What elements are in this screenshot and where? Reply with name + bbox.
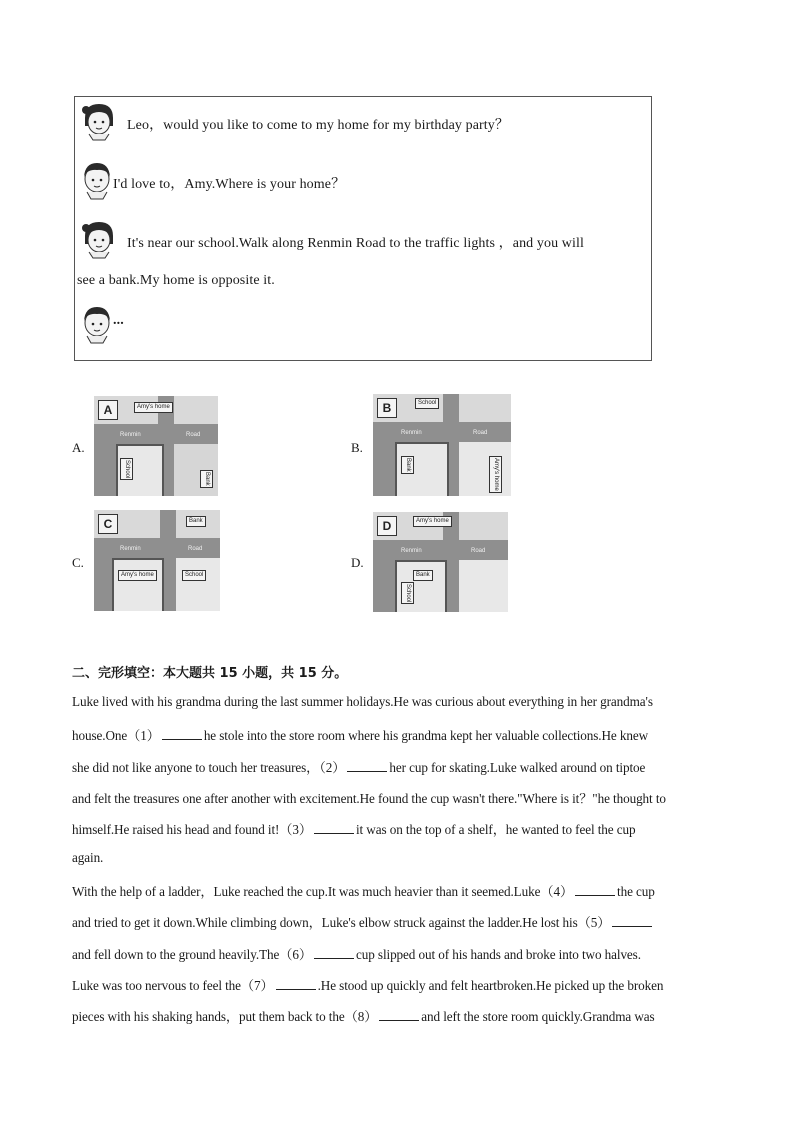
map-tag: Amy's home	[118, 570, 157, 581]
option-c-label[interactable]: C.	[72, 555, 84, 570]
option-letter: C	[98, 514, 118, 534]
option-d-map[interactable]	[373, 512, 508, 612]
map-tag: Bank	[401, 456, 414, 474]
option-b-label[interactable]: B.	[351, 440, 363, 455]
dialogue-box	[74, 96, 652, 361]
answer-blank[interactable]	[162, 729, 202, 740]
dialogue-line-1: Leo，would you like to come to my home for my birthday party？	[127, 118, 509, 133]
dialogue-line-2: I'd love to，Amy.Where is your home？	[113, 177, 346, 192]
dialogue-line-3: It's near our school.Walk along Renmin Road to the traffic lights ，and you will	[127, 236, 584, 251]
dialogue-line-4: see a bank.My home is opposite it.	[77, 273, 275, 288]
map-tag: Amy's home	[134, 402, 173, 413]
boy-avatar-icon	[77, 303, 117, 345]
map-tag: School	[182, 570, 206, 581]
option-letter: B	[377, 398, 397, 418]
road-label: Road	[188, 546, 203, 552]
passage-line: pieces with his shaking hands，put them back to the（8） and left the store room quickly.Grandma was	[72, 1009, 655, 1024]
road-label: Renmin	[120, 546, 141, 552]
answer-blank[interactable]	[575, 885, 615, 896]
girl-avatar-icon	[79, 100, 119, 142]
boy-avatar-icon	[77, 159, 117, 201]
answer-blank[interactable]	[276, 979, 316, 990]
answer-blank[interactable]	[379, 1010, 419, 1021]
road-label: Road	[471, 548, 486, 554]
option-a-map[interactable]	[94, 396, 218, 496]
girl-avatar-icon	[79, 218, 119, 260]
map-tag: School	[401, 582, 414, 604]
map-tag: Amy's home	[413, 516, 452, 527]
option-d-label[interactable]: D.	[351, 555, 364, 570]
option-c-map[interactable]	[94, 510, 220, 611]
map-tag: School	[120, 458, 133, 480]
map-tag: Bank	[186, 516, 206, 527]
passage-line: and felt the treasures one after another with excitement.He found the cup wasn't there."Where is it？"he thought to	[72, 791, 666, 806]
passage-line: With the help of a ladder，Luke reached the cup.It was much heavier than it seemed.Luke（4） the cup	[72, 884, 655, 899]
answer-blank[interactable]	[314, 948, 354, 959]
option-b-map[interactable]	[373, 394, 511, 496]
answer-blank[interactable]	[314, 823, 354, 834]
road-label: Road	[186, 432, 201, 438]
map-tag: Amy's home	[489, 456, 502, 493]
passage-line: himself.He raised his head and found it!（3） it was on the top of a shelf，he wanted to feel the cup	[72, 822, 636, 837]
passage-line: and fell down to the ground heavily.The（6） cup slipped out of his hands and broke into two halves.	[72, 947, 641, 962]
passage-line: and tried to get it down.While climbing down，Luke's elbow struck against the ladder.He lost his（5）	[72, 912, 654, 931]
map-tag: Bank	[200, 470, 213, 488]
map-tag: Bank	[413, 570, 433, 581]
road-label: Renmin	[401, 430, 422, 436]
answer-blank[interactable]	[612, 916, 652, 927]
road-label: Renmin	[120, 432, 141, 438]
road-label: Road	[473, 430, 488, 436]
passage-line: again.	[72, 850, 104, 865]
passage-line: Luke was too nervous to feel the（7） .He stood up quickly and felt heartbroken.He picked up the broken	[72, 978, 664, 993]
option-letter: D	[377, 516, 397, 536]
passage-line: Luke lived with his grandma during the last summer holidays.He was curious about everything in her grandma's	[72, 694, 653, 709]
map-tag: School	[415, 398, 439, 409]
dialogue-line-5: ...	[113, 313, 124, 328]
passage-line: she did not like anyone to touch her treasures，（2） her cup for skating.Luke walked around on tiptoe	[72, 760, 646, 775]
option-letter: A	[98, 400, 118, 420]
section-title: 二、完形填空：本大题共 15 小题，共 15 分。	[72, 666, 348, 681]
road-label: Renmin	[401, 548, 422, 554]
answer-blank[interactable]	[347, 761, 387, 772]
option-a-label[interactable]: A.	[72, 440, 85, 455]
passage-line: house.One（1） he stole into the store room where his grandma kept her valuable collections.He knew	[72, 728, 649, 743]
